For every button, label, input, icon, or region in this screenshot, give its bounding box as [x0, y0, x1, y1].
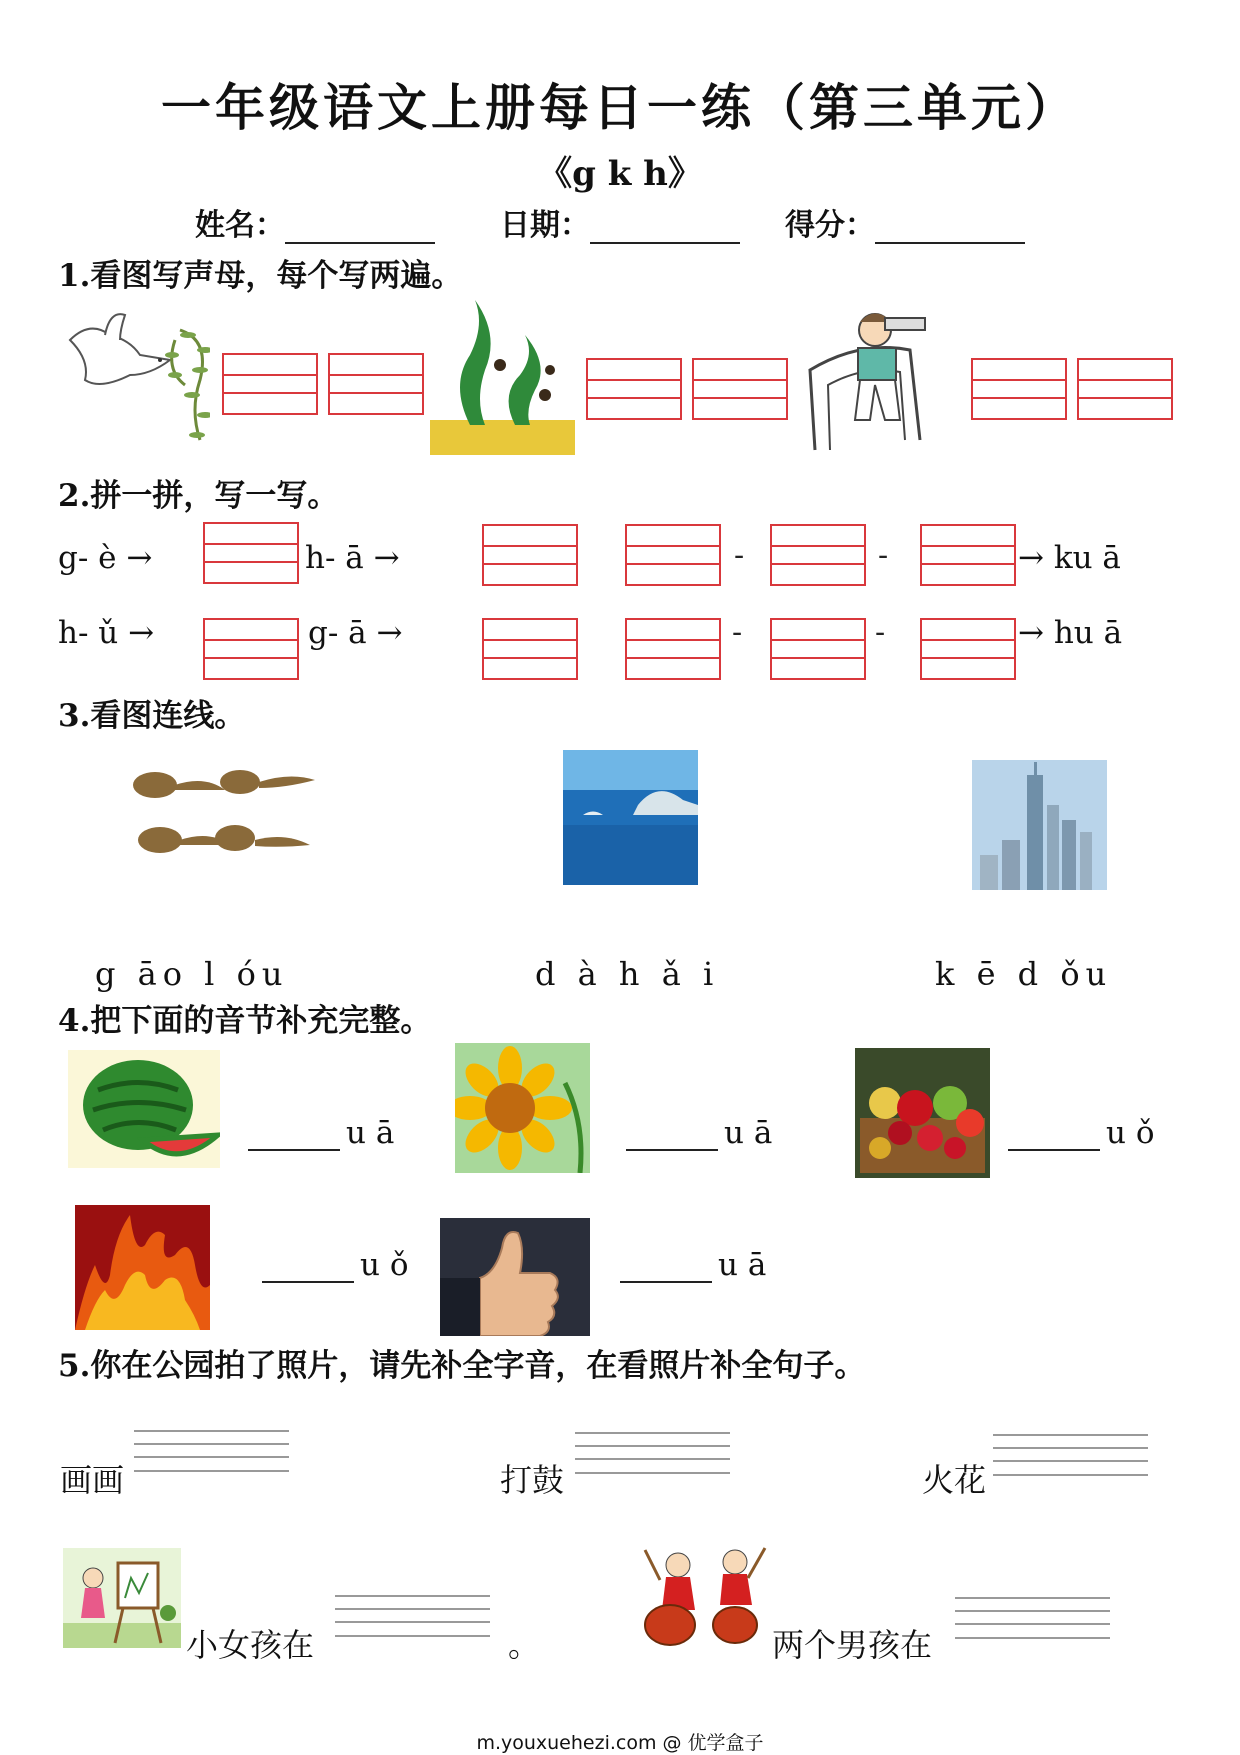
sea-picture	[563, 750, 698, 885]
q1-box[interactable]	[222, 353, 318, 415]
page-title: 一年级语文上册每日一练（第三单元）	[161, 78, 1079, 137]
q5-answer-lines[interactable]	[335, 1595, 490, 1645]
q5-word-huohua: 火花	[922, 1461, 987, 1499]
q2-box[interactable]	[203, 522, 299, 584]
tadpoles-picture	[105, 760, 320, 870]
q5-answer-lines[interactable]	[955, 1597, 1110, 1647]
skyscraper-picture	[972, 760, 1107, 890]
q2-box[interactable]	[770, 524, 866, 586]
q2-box[interactable]	[203, 618, 299, 680]
sunflower-picture	[455, 1043, 590, 1173]
q4-item-thumbs-up	[620, 1247, 766, 1283]
q2-row1-syllable-a: g- è →	[58, 540, 153, 576]
q2-separator: -	[734, 538, 745, 573]
date-blank[interactable]	[590, 210, 740, 244]
score-label: 得分：	[785, 208, 875, 243]
score-blank[interactable]	[875, 210, 1025, 244]
q3-pinyin-dahai: d à h ǎ i	[535, 955, 720, 993]
q4-blank[interactable]	[248, 1119, 340, 1151]
q5-sentence-girl: 小女孩在	[186, 1626, 315, 1664]
boy-telescope-picture	[800, 300, 960, 460]
q1-box[interactable]	[1077, 358, 1173, 420]
date-field	[500, 200, 740, 244]
footer-source: m.youxuehezi.com @ 优学盒子	[476, 1732, 764, 1754]
q5-sentence-boys: 两个男孩在	[772, 1626, 933, 1664]
q2-box[interactable]	[482, 618, 578, 680]
q5-period: 。	[508, 1626, 541, 1664]
q4-final: u ā	[346, 1115, 395, 1151]
q4-item-sunflower	[626, 1115, 772, 1151]
q2-box[interactable]	[482, 524, 578, 586]
q5-pinyin-lines[interactable]	[134, 1430, 289, 1480]
q4-heading: 4.把下面的音节补充完整。	[58, 1003, 432, 1039]
q4-final: u ā	[718, 1247, 767, 1283]
q4-item-watermelon	[248, 1115, 394, 1151]
q2-row2-syllable-a: h- ǔ →	[58, 615, 155, 651]
seaweed-tadpole-picture	[430, 295, 575, 455]
q5-pinyin-lines[interactable]	[575, 1432, 730, 1482]
q1-box[interactable]	[692, 358, 788, 420]
q2-row1-result: → ku ā	[1018, 540, 1121, 576]
q5-word-huahua: 画画	[60, 1461, 125, 1499]
q2-heading: 2.拼一拼，写一写。	[58, 478, 339, 514]
name-label: 姓名：	[195, 208, 285, 243]
q3-heading: 3.看图连线。	[58, 698, 246, 734]
q5-pinyin-lines[interactable]	[993, 1434, 1148, 1484]
q1-box[interactable]	[971, 358, 1067, 420]
date-label: 日期：	[500, 208, 590, 243]
q2-box[interactable]	[625, 618, 721, 680]
q5-word-dagu: 打鼓	[500, 1461, 565, 1499]
q2-row2-result: → hu ā	[1018, 615, 1123, 651]
q4-item-fruit	[1008, 1115, 1154, 1151]
q4-final: u ǒ	[1106, 1115, 1155, 1151]
score-field	[785, 200, 1025, 244]
fire-picture	[75, 1205, 210, 1330]
q2-row2-syllable-b: g- ā →	[308, 615, 403, 651]
q4-final: u ā	[724, 1115, 773, 1151]
thumbs-up-picture	[440, 1218, 590, 1336]
q1-heading: 1.看图写声母，每个写两遍。	[58, 258, 463, 294]
q4-final: u ǒ	[360, 1247, 409, 1283]
q2-box[interactable]	[770, 618, 866, 680]
name-field	[195, 200, 435, 244]
boys-drumming-picture	[640, 1540, 770, 1650]
q4-blank[interactable]	[1008, 1119, 1100, 1151]
dove-olive-picture	[60, 300, 210, 450]
q2-box[interactable]	[625, 524, 721, 586]
q4-item-fire	[262, 1247, 408, 1283]
q2-box[interactable]	[920, 524, 1016, 586]
q2-row1-syllable-b: h- ā →	[305, 540, 400, 576]
q5-heading: 5.你在公园拍了照片，请先补全字音，在看照片补全句子。	[58, 1348, 866, 1384]
q2-separator: -	[878, 538, 889, 573]
q4-blank[interactable]	[620, 1251, 712, 1283]
q2-box[interactable]	[920, 618, 1016, 680]
q2-separator: -	[875, 615, 886, 650]
page-subtitle: 《g k h》	[538, 154, 702, 194]
q1-box[interactable]	[328, 353, 424, 415]
fruit-basket-picture	[855, 1048, 990, 1178]
q3-pinyin-gaolou: g āo l óu	[95, 955, 289, 993]
q1-box[interactable]	[586, 358, 682, 420]
q4-blank[interactable]	[626, 1119, 718, 1151]
q4-blank[interactable]	[262, 1251, 354, 1283]
girl-painting-picture	[63, 1548, 181, 1648]
q3-pinyin-kedou: k ē d ǒu	[935, 955, 1113, 993]
name-blank[interactable]	[285, 210, 435, 244]
watermelon-picture	[68, 1050, 220, 1168]
q2-separator: -	[732, 615, 743, 650]
